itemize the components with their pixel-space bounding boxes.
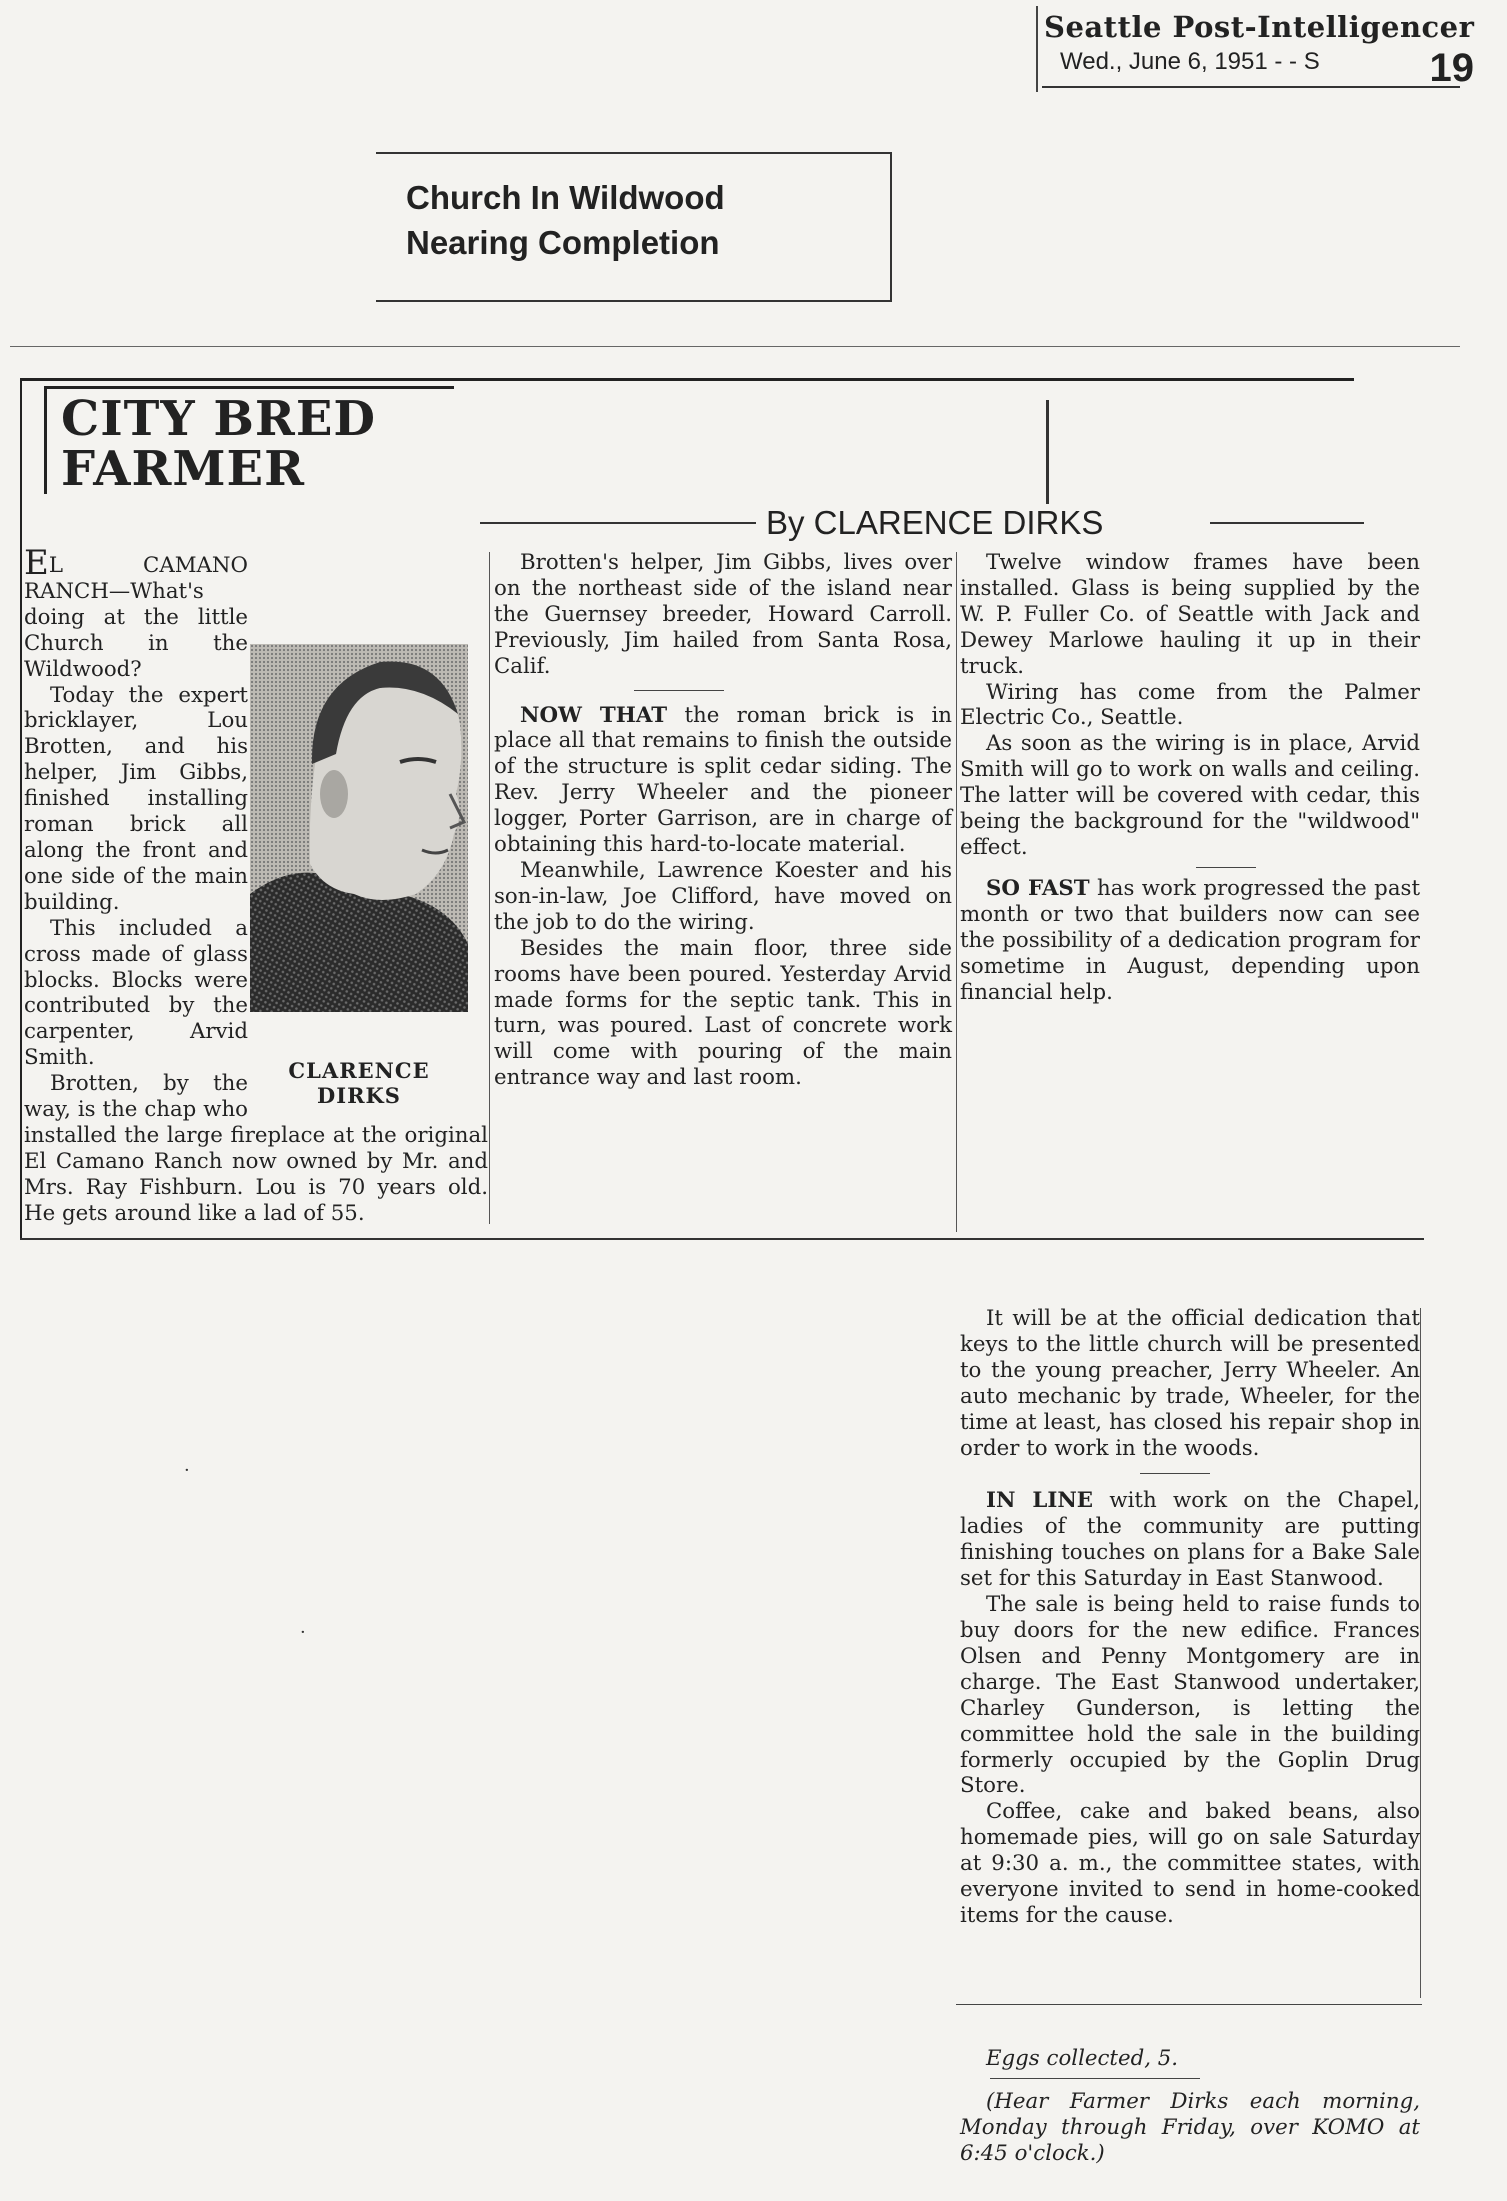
headline-box [376,152,892,302]
photo-caption-line-1: CLARENCE [288,1058,430,1083]
paragraph: Wiring has come from the Palmer Electric Co., Seattle. [960,679,1420,731]
column-title-line-1: CITY BRED [61,391,377,447]
column-rule [489,552,490,1224]
column-title [44,386,454,497]
paragraph: IN LINE with work on the Chapel, ladies of the community are putting finishing touches on plans for a Bake Sale set for this Saturday in East Stanwood. [960,1488,1420,1592]
paragraph: It will be at the official dedication that keys to the little church will be presented to the young preacher, Jerry Wheeler. An auto mechanic by trade, Wheeler, for the time at least, has closed his repair shop in order to work in the woods. [960,1306,1420,1461]
newspaper-name: Seattle Post-Intelligencer [1044,10,1475,44]
masthead-rule [1042,86,1460,88]
issue-date: Wed., June 6, 1951 - - S [1060,48,1320,75]
paragraph: This included a cross made of glass blocks. Blocks were contributed by the carpenter, Arvid Smith. [24,915,248,1071]
article-column-2 [494,550,952,1091]
footnote: (Hear Farmer Dirks each morning, Monday through Friday, over KOMO at 6:45 o'clock.) [960,2088,1420,2166]
article-column-1 [24,543,488,1227]
column-rule [956,552,957,1232]
byline-rule-left [480,522,756,524]
column-frame-left [20,380,22,1238]
column-title-line-2: FARMER [61,440,306,497]
divider-top [10,346,1460,347]
paragraph: EL CAMANO RANCH—What's doing at the little Church in the Wildwood? [24,543,248,682]
scan-speck: · [300,1622,306,1643]
paragraph: SO FAST has work progressed the past month or two that builders now can see the possibility of a dedication program for sometime in August, depending upon financial help. [960,875,1420,1005]
section-divider [956,2004,1422,2005]
paragraph: Coffee, cake and baked beans, also homemade pies, will go on sale Saturday at 9:30 a. m., the committee states, with everyone invited to send in home-cooked items for the cause. [960,1799,1420,1928]
column-rule [1420,1308,1421,1998]
drop-cap: E [24,543,49,583]
headline-line-2: Nearing Completion [406,223,720,261]
paragraph: Twelve window frames have been installed. Glass is being supplied by the W. P. Fuller Co. of Seattle with Jack and Dewey Marlowe hauling it up in their truck. [960,550,1420,679]
article-column-4 [960,1306,1420,1929]
paragraph: Besides the main floor, three side rooms have been poured. Yesterday Arvid made forms for the septic tank. This in turn, was poured. Last of concrete work will come with pouring of the main entrance way and last room. [494,935,952,1091]
masthead [1036,6,1496,92]
headline-line-1: Church In Wildwood [406,179,725,216]
paragraph: Meanwhile, Lawrence Koester and his son-in-law, Joe Clifford, have moved on the job to do the wiring. [494,857,952,935]
paragraph: Today the expert bricklayer, Lou Brotten, and his helper, Jim Gibbs, finished installing roman brick all along the front and one side of the main building. [24,682,248,915]
byline-rule-right [1210,522,1364,524]
eggs-note: Eggs collected, 5. [986,2046,1179,2071]
paragraph: As soon as the wiring is in place, Arvid Smith will go to work on walls and ceiling. The latter will be covered with cedar, this being the background for the "wildwood" effect. [960,731,1420,860]
paragraph: Brotten's helper, Jim Gibbs, lives over on the northeast side of the island near the Guernsey breeder, Howard Carroll. Previously, Jim hailed from Santa Rosa, Calif. [494,550,952,679]
paragraph: Brotten, by the way, is the chap who installed the large fireplace at the original El Camano Ranch now owned by Mr. and Mrs. Ray Fishburn. Lou is 70 years old. He gets around like a lad of 55. [24,1071,488,1226]
paragraph: The sale is being held to raise funds to buy doors for the new edifice. Frances Olsen and Penny Montgomery are in charge. The East Stanwood undertaker, Charley Gunderson, is letting the committee hold the sale in the building formerly occupied by the Goplin Drug Store. [960,1592,1420,1799]
byline: By CLARENCE DIRKS [766,504,1104,541]
scan-speck: · [184,1460,190,1481]
article-column-3 [960,550,1420,1005]
paragraph: NOW THAT the roman brick is in place all that remains to finish the outside of the structure is split cedar siding. The Rev. Jerry Wheeler and the pioneer logger, Porter Garrison, are in charge of obtaining this hard-to-locate material. [494,702,953,858]
column-frame-top [20,378,1354,381]
decorative-rule [1046,400,1049,504]
page-number: 19 [1429,46,1474,90]
photo-caption-line-2: DIRKS [317,1083,401,1108]
article-column-5 [960,2046,1420,2167]
column-frame-bottom [20,1238,1424,1240]
